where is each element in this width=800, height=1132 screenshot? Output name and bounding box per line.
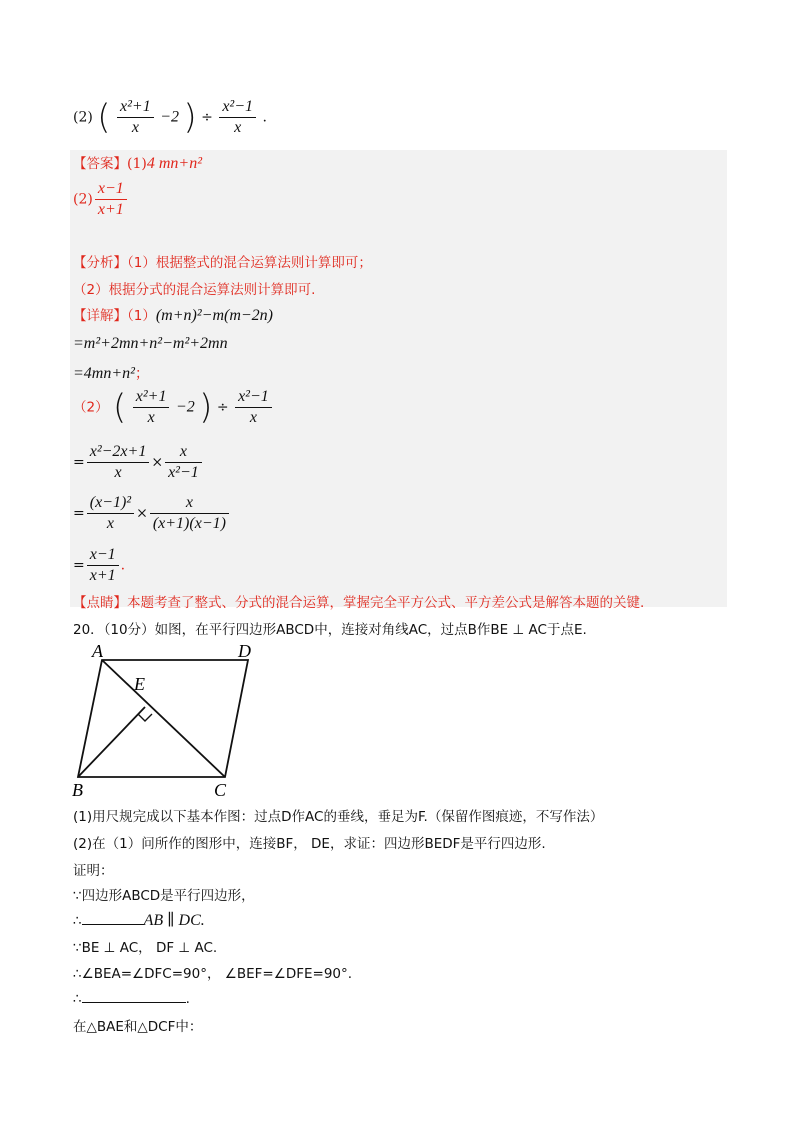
detail-p2-step-2: = $\frac{\text{(x−1)²}}{x}$ × $\frac{x}{(x+1)(x-1)}$ [73, 494, 231, 533]
question-stem-text: 如图，在平行四边形ABCD中，连接对角线AC，过点B作BE ⊥ AC于点E. [154, 622, 587, 638]
question-20-stem [73, 618, 587, 638]
fraction-2: $\frac{\text{x²−1}}{x}$ [219, 98, 256, 137]
answer-tag: 【答案】 [73, 156, 127, 172]
detail-step-2-expr: =4mn+n² [73, 365, 135, 382]
detail-step-2 [73, 363, 149, 383]
proof-line-4: ∴∠BEA=∠DFC=90°， ∠BEF=∠DFE=90°. [73, 966, 353, 982]
proof-line-5-end: . [185, 991, 190, 1007]
left-paren: ( [97, 97, 111, 138]
blank-answer-1[interactable] [82, 910, 144, 925]
proof-title: 证明： [73, 863, 114, 879]
label-c: C [214, 780, 227, 800]
period: . [262, 109, 267, 126]
proof-line-5 [73, 988, 190, 1007]
divide-sign: ÷ [201, 109, 213, 126]
answer-part2-fraction: $\frac{x-1}{x+1}$ [95, 180, 127, 219]
part-label: (2) [73, 109, 93, 126]
detail-step-1: =m²+2mn+n²−m²+2mn [73, 335, 228, 352]
diagonal-ac [102, 660, 225, 777]
analysis-text-2: （2）根据分式的混合运算法则计算即可. [73, 282, 316, 298]
right-paren: ) [199, 387, 213, 428]
detail-p2-step-1: = $\frac{\text{x²−2x+1}}{x}$ × $\frac{x}{\text{x²−1}}$ [73, 443, 204, 482]
answer-part1-label: (1) [127, 156, 147, 172]
minus-two: −2 [175, 398, 195, 416]
therefore-sign: ∴ [73, 991, 82, 1007]
proof-line-6: 在△BAE和△DCF中： [73, 1019, 203, 1035]
sub-question-2: (2)在（1）问所作的图形中，连接BF， DE，求证：四边形BEDF是平行四边形. [73, 836, 546, 852]
label-d: D [238, 641, 251, 661]
step1-fraction-a: $\frac{\text{x²−2x+1}}{x}$ [87, 443, 150, 482]
right-angle-mark [138, 714, 152, 721]
blank-answer-2[interactable] [82, 988, 186, 1003]
answer-line-2 [73, 180, 129, 219]
detail-p2-line [73, 388, 274, 427]
fraction-1: $\frac{\text{x²+1}}{x}$ [117, 98, 154, 137]
fraction-2: $\frac{\text{x²−1}}{x}$ [235, 388, 272, 427]
step2-fraction-b: $\frac{x}{(x+1)(x-1)}$ [150, 494, 229, 533]
detail-tag: 【详解】 [73, 308, 127, 324]
step1-fraction-b: $\frac{x}{\text{x²−1}}$ [165, 443, 202, 482]
detail-p1-expression: (m+n)²−m(m−2n) [155, 307, 274, 324]
question-19-part2 [73, 98, 267, 137]
left-paren: ( [113, 387, 127, 428]
proof-line-3: ∵BE ⊥ AC， DF ⊥ AC. [73, 940, 218, 956]
parallelogram-figure [70, 640, 270, 800]
label-a: A [92, 641, 103, 661]
proof-line-2-text: AB ∥ DC. [143, 912, 205, 929]
answer-part1-value: 4 mn+n² [146, 155, 202, 172]
comment-tag: 【点睛】 [73, 595, 127, 611]
comment-line [73, 591, 644, 611]
question-score: （10分） [103, 622, 155, 638]
detail-step-2-end: ； [134, 366, 149, 382]
comment-text: 本题考查了整式、分式的混合运算，掌握完全平方公式、平方差公式是解答本题的关键. [127, 595, 645, 611]
minus-two: −2 [160, 108, 179, 126]
detail-p2-step-3: = $\frac{x-1}{x+1}$ . [73, 546, 126, 584]
sub-question-1: (1)用尺规完成以下基本作图：过点D作AC的垂线，垂足为F.（保留作图痕迹，不写作法） [73, 809, 604, 825]
analysis-text-1: （1）根据整式的混合运算法则计算即可； [127, 255, 372, 271]
question-number: 20． [73, 622, 104, 638]
label-b: B [72, 780, 83, 800]
detail-line-1 [73, 304, 273, 325]
label-e: E [134, 674, 145, 694]
segment-be [78, 707, 145, 777]
step2-fraction-a: $\frac{\text{(x−1)²}}{x}$ [87, 494, 134, 533]
detail-p1-label: （1） [127, 308, 156, 324]
analysis-line-1 [73, 251, 372, 271]
detail-p2-label: （2） [73, 399, 109, 416]
answer-panel [70, 150, 727, 607]
step3-end: . [120, 557, 126, 574]
analysis-tag: 【分析】 [73, 255, 127, 271]
proof-line-1: ∵四边形ABCD是平行四边形， [73, 888, 255, 904]
answer-part2-label: (2) [73, 191, 93, 208]
step3-fraction: $\frac{x-1}{x+1}$ [87, 546, 119, 585]
right-paren: ) [183, 97, 197, 138]
divide-sign: ÷ [216, 399, 229, 416]
proof-line-2 [73, 910, 205, 930]
answer-line-1 [73, 152, 202, 173]
fraction-1: $\frac{\text{x²+1}}{x}$ [133, 388, 170, 427]
analysis-line-2 [73, 278, 315, 298]
therefore-sign: ∴ [73, 913, 82, 929]
